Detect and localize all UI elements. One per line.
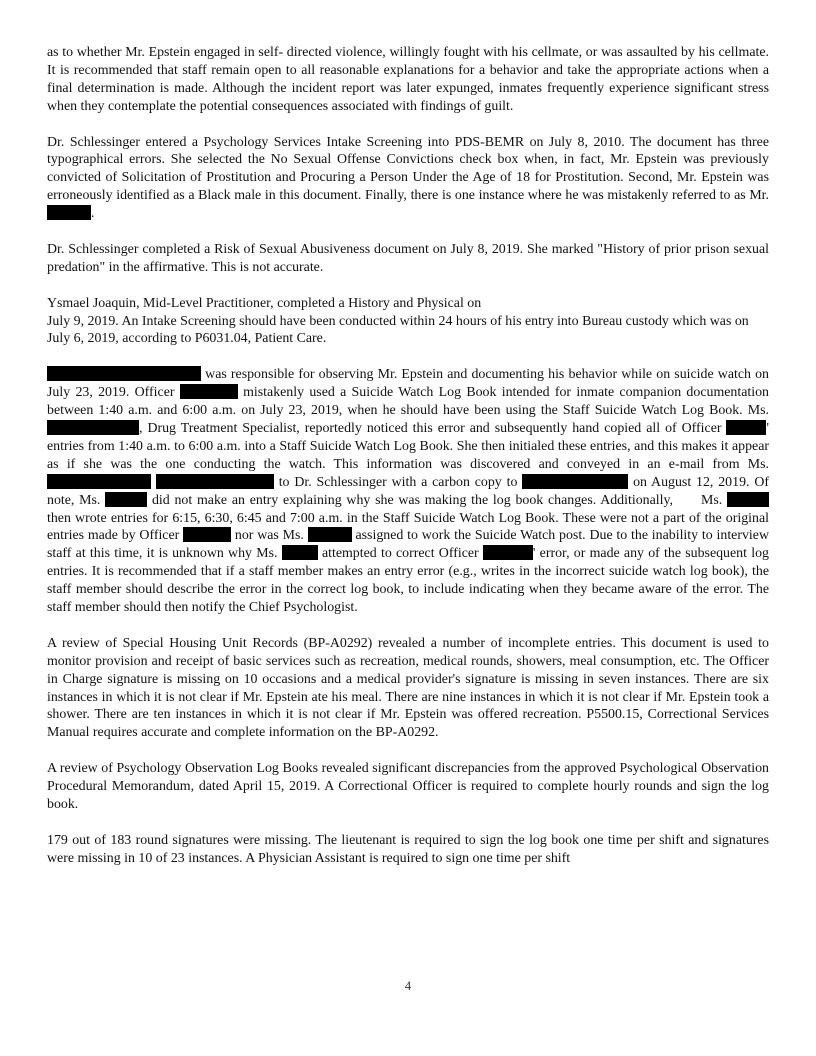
suicide-watch-text-10: nor was Ms. <box>234 528 304 544</box>
redaction <box>156 474 274 489</box>
redaction <box>483 545 533 560</box>
paragraph-signatures: 179 out of 183 round signatures were missing. The lieutenant is required to sign the log book one time per shift and signatures were missing in 10 of 23 instances. A Physician Assistant is required to sign one time per shift <box>47 832 769 866</box>
suicide-watch-text-4: ' entries from 1:40 a.m. to 6:00 a.m. into a Staff Suicide Watch Log Book. She then initialed these entries, and this makes it appear as if she was the one conducting the watch. This information was discovered and conveyed in an e-mail from Ms. <box>47 420 769 472</box>
paragraph-intake-screening <box>47 134 769 224</box>
redaction <box>308 527 352 542</box>
document-page <box>47 44 769 885</box>
suicide-watch-text-2: mistakenly used a Suicide Watch Log Book intended for inmate companion documentation between 1:40 a.m. and 6:00 a.m. on July 23, 2019, when he should have been using the Staff Suicide Watch Log Book. Ms. <box>47 385 769 419</box>
redaction <box>282 545 318 560</box>
paragraph-observation-log: A review of Psychology Observation Log Books revealed significant discrepancies from the approved Psychological Observation Procedural Memorandum, dated April 15, 2019. A Correctional Officer is required to complete hourly rounds and sign the log book. <box>47 761 769 812</box>
suicide-watch-text-7: did not make an entry explaining why she was making the log book changes. Additionally, <box>151 492 673 508</box>
redaction <box>727 492 769 507</box>
intake-screening-text: Dr. Schlessinger entered a Psychology Services Intake Screening into PDS-BEMR on July 8, 2010. The document has three typographical errors. She selected the No Sexual Offense Convictions check box when, in fact, Mr. Epstein was previously convicted of Solicitation of Prostitution and Procuring a Person Under the Age of 18 for Prostitution. Second, Mr. Epstein was erroneously identified as a Black male in this document. Finally, there is one instance where he was mistakenly referred to as Mr. <box>47 134 769 204</box>
suicide-watch-text-3: , Drug Treatment Specialist, reportedly noticed this error and subsequently hand copied all of Officer <box>139 420 722 436</box>
paragraph-sexual-abusiveness: Dr. Schlessinger completed a Risk of Sexual Abusiveness document on July 8, 2019. She marked "History of prior prison sexual predation" in the affirmative. This is not accurate. <box>47 241 769 275</box>
history-physical-line-1: Ysmael Joaquin, Mid-Level Practitioner, completed a History and Physical on <box>47 295 482 311</box>
redaction <box>47 205 91 220</box>
suicide-watch-text-5: to Dr. Schlessinger with a carbon copy to <box>278 474 518 490</box>
redaction <box>47 366 201 381</box>
suicide-watch-text-8: Ms. <box>701 492 723 508</box>
intake-screening-period: . <box>91 206 95 222</box>
history-physical-line-2: July 9, 2019. An Intake Screening should have been conducted within 24 hours of his entry into Bureau custody which was on July 6, 2019, according to P6031.04, Patient Care. <box>47 313 749 347</box>
suicide-watch-text-9: then wrote entries for 6:15, 6:30, 6:45 and 7:00 a.m. in the Staff Suicide Watch Log Book. These were not a part of the original entries made by Officer <box>47 510 769 544</box>
redaction <box>47 474 151 489</box>
redaction <box>180 384 238 399</box>
redaction <box>105 492 147 507</box>
page-number: 4 <box>404 978 412 993</box>
suicide-watch-text-11: assigned to work the Suicide Watch post. Due to the inability to interview staff at this time, it is unknown why Ms. <box>47 528 769 562</box>
suicide-watch-text-1: was responsible for observing Mr. Epstein and documenting his behavior while on suicide watch on July 23, 2019. Officer <box>47 367 769 401</box>
suicide-watch-text-12: attempted to correct Officer <box>321 546 479 562</box>
paragraph-history-physical <box>47 295 769 349</box>
redaction <box>726 420 766 435</box>
paragraph-incident: as to whether Mr. Epstein engaged in self- directed violence, willingly fought with his cellmate, or was assaulted by his cellmate. It is recommended that staff remain open to all reasonable explanations for a behavior and take the appropriate actions when a final determination is made. Although the incident report was later expunged, inmates frequently experience significant stress when they contemplate the potential consequences associated with findings of guilt. <box>47 45 769 114</box>
paragraph-special-housing: A review of Special Housing Unit Records (BP-A0292) revealed a number of incomplete entries. This document is used to monitor provision and receipt of basic services such as recreation, medical rounds, showers, meal consumption, etc. The Officer in Charge signature is missing on 10 occasions and a medical provider's signature is missing in seven instances. There are six instances in which it is not clear if Mr. Epstein ate his meal. There are nine instances in which it is not clear if Mr. Epstein took a shower. There are ten instances in which it is not clear if Mr. Epstein was offered recreation. P5500.15, Correctional Services Manual requires accurate and complete information on the BP-A0292. <box>47 635 769 741</box>
redaction <box>183 527 231 542</box>
paragraph-suicide-watch <box>47 366 769 617</box>
suicide-watch-text-13: ' error, or made any of the subsequent log entries. It is recommended that if a staff member makes an entry error (e.g., writes in the incorrect suicide watch log book), the staff member should describe the error in the correct log book, to include indicating when they became aware of the error. The staff member should then notify the Chief Psychologist. <box>47 546 769 616</box>
redaction <box>47 420 139 435</box>
suicide-watch-text-6: on August 12, 2019. Of note, Ms. <box>47 474 769 508</box>
redaction <box>522 474 628 489</box>
